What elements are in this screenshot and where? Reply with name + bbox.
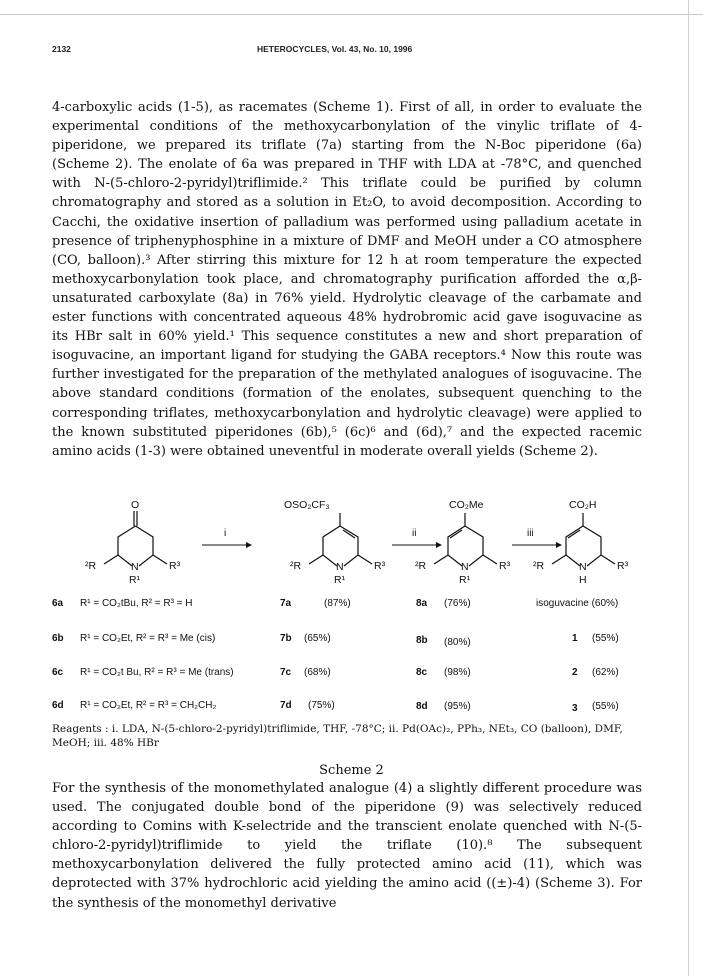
acid-yield: (55%) bbox=[592, 701, 619, 712]
triflate-id: 7d bbox=[280, 700, 292, 711]
ester-yield: (98%) bbox=[444, 667, 471, 678]
ester-id: 8d bbox=[416, 701, 428, 712]
ester-id: 8a bbox=[416, 598, 428, 609]
ester-yield: (80%) bbox=[444, 637, 471, 648]
triflate-yield: (68%) bbox=[304, 667, 331, 678]
r2-label: ²R bbox=[415, 560, 427, 572]
r3-label: R³ bbox=[499, 560, 511, 572]
triflate-group-label: OSO₂CF₃ bbox=[284, 499, 330, 511]
triflate-id: 7a bbox=[280, 598, 292, 609]
substituent-description: R¹ = CO₂Et, R² = R³ = CH₂CH₂ bbox=[80, 700, 217, 711]
starting-material-id: 6c bbox=[52, 667, 64, 678]
substituent-description: R¹ = CO₂tBu, R² = R³ = H bbox=[80, 598, 193, 609]
top-rule bbox=[0, 14, 703, 15]
r3-label: R³ bbox=[169, 560, 181, 572]
substituent-description: R¹ = CO₂Et, R² = R³ = Me (cis) bbox=[80, 633, 216, 644]
r1-label: R¹ bbox=[459, 574, 471, 586]
ester-yield: (95%) bbox=[444, 701, 471, 712]
acid-ring-drawing bbox=[500, 500, 650, 590]
triflate-yield: (87%) bbox=[324, 598, 351, 609]
acid-product: 1 bbox=[572, 633, 578, 644]
right-edge-rule bbox=[688, 0, 689, 976]
nh-hydrogen-label: H bbox=[579, 574, 587, 586]
r2-label: ²R bbox=[290, 560, 302, 572]
starting-material-id: 6a bbox=[52, 598, 64, 609]
starting-material-id: 6b bbox=[52, 633, 64, 644]
piperidone-ring-drawing bbox=[52, 500, 202, 590]
acid-yield: (55%) bbox=[592, 633, 619, 644]
page-number: 2132 bbox=[52, 44, 71, 54]
paragraph-text: For the synthesis of the monomethylated analogue (4) a slightly different procedure was used. The conjugated double bond of the piperidone (9) was selectively reduced according to Comins with K-selectride and the transcient enolate quenched with N-(5-chloro-2-pyridyl)triflimide to yield the triflate (10).⁸ The subsequent methoxycarbonylation delivered the fully protected amino acid (11), which was deprotected with 37% hydrochloric acid yielding the amino acid ((±)-4) (Scheme 3). For the synthesis of the monomethyl derivative bbox=[52, 781, 642, 911]
running-header: HETEROCYCLES, Vol. 43, No. 10, 1996 bbox=[257, 44, 413, 54]
acid-group-label: CO₂H bbox=[569, 499, 597, 511]
carbonyl-oxygen-label: O bbox=[131, 499, 140, 511]
arrow-iii-label: iii bbox=[527, 528, 534, 539]
scheme-reagents: Reagents : i. LDA, N-(5-chloro-2-pyridyl)triflimide, THF, -78°C; ii. Pd(OAc)₂, PPh₃, NEt₃, CO (balloon), DMF, MeOH; iii. 48% HBr bbox=[52, 723, 623, 749]
r2-label: ²R bbox=[85, 560, 97, 572]
triflate-id: 7c bbox=[280, 667, 292, 678]
r3-label: R³ bbox=[617, 560, 629, 572]
acid-product: 2 bbox=[572, 667, 578, 678]
arrow-i-line bbox=[202, 540, 252, 550]
arrow-ii-label: ii bbox=[412, 528, 417, 539]
ester-id: 8b bbox=[416, 635, 428, 646]
scheme-caption: Scheme 2 bbox=[319, 763, 384, 778]
triflate-yield: (65%) bbox=[304, 633, 331, 644]
acid-product: 3 bbox=[572, 703, 578, 714]
r1-label: R¹ bbox=[334, 574, 346, 586]
nitrogen-label: N bbox=[336, 561, 344, 573]
starting-material-id: 6d bbox=[52, 700, 64, 711]
paragraph-text: 4-carboxylic acids (1-5), as racemates (Scheme 1). First of all, in order to evaluate the experimental conditions of the methoxycarbonylation of the vinylic triflate of 4-piperidone, we prepared its triflate (7a) starting from the N-Boc piperidone (6a) (Scheme 2). The enolate of 6a was prepared in THF with LDA at -78°C, and quenched with N-(5-chloro-2-pyridyl)triflimide.² This triflate could be purified by column chromatography and stored as a solution in Et₂O, to avoid decomposition. According to Cacchi, the oxidative insertion of palladium was performed using palladium acetate in presence of triphenyphosphine in a mixture of DMF and MeOH under a CO atmosphere (CO, balloon).³ After stirring this mixture for 12 h at room temperature the expected methoxycarbonylation took place, and chromatography purification afforded the α,β-unsaturated carboxylate (8a) in 76% yield. Hydrolytic cleavage of the carbamate and ester functions with concentrated aqueous 48% hydrobromic acid gave isoguvacine as its HBr salt in 60% yield.¹ This sequence constitutes a new and short preparation of isoguvacine, an important ligand for studying the GABA receptors.⁴ Now this route was further investigated for the preparation of the methylated analogues of isoguvacine. The above standard conditions (formation of the enolates, subsequent quenching to the corresponding triflates, methoxycarbonylation and hydrolytic cleavage) were applied to the known substituted piperidones (6b),⁵ (6c)⁶ and (6d),⁷ and the expected racemic amino acids (1-3) were obtained uneventful in moderate overall yields (Scheme 2). bbox=[52, 100, 642, 459]
ester-group-label: CO₂Me bbox=[449, 499, 484, 511]
triflate-id: 7b bbox=[280, 633, 292, 644]
r3-label: R³ bbox=[374, 560, 386, 572]
arrow-i-label: i bbox=[224, 528, 227, 539]
nitrogen-label: N bbox=[461, 561, 469, 573]
ester-yield: (76%) bbox=[444, 598, 471, 609]
nitrogen-label: N bbox=[131, 561, 139, 573]
ester-id: 8c bbox=[416, 667, 428, 678]
body-paragraph-2 bbox=[52, 779, 642, 913]
r1-label: R¹ bbox=[129, 574, 141, 586]
body-paragraph-1 bbox=[52, 98, 642, 461]
substituent-description: R¹ = CO₂t Bu, R² = R³ = Me (trans) bbox=[80, 667, 234, 678]
triflate-yield: (75%) bbox=[308, 700, 335, 711]
acid-product: isoguvacine (60%) bbox=[536, 598, 619, 609]
r2-label: ²R bbox=[533, 560, 545, 572]
acid-yield: (62%) bbox=[592, 667, 619, 678]
nitrogen-label: N bbox=[579, 561, 587, 573]
